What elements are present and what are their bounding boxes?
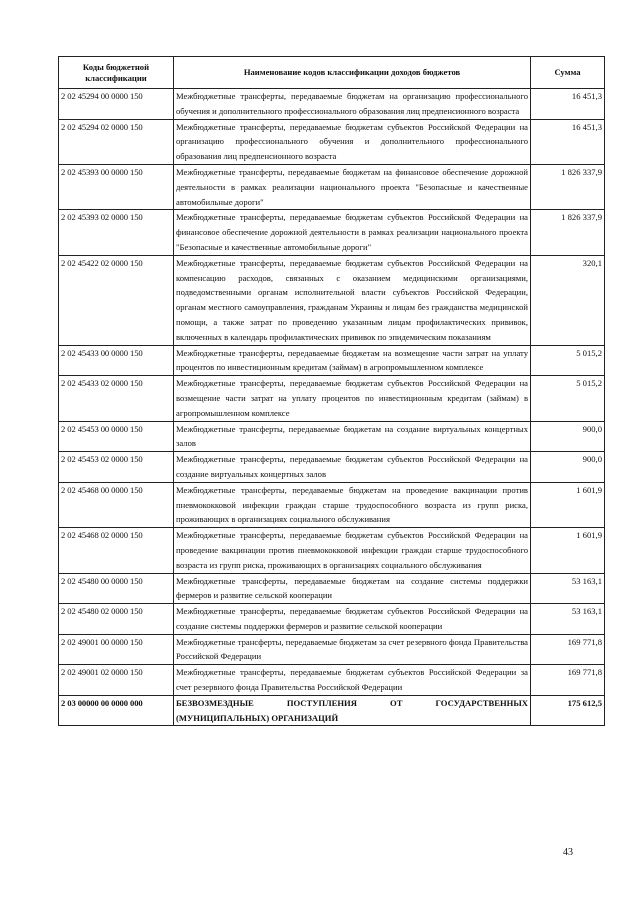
- row-name: Межбюджетные трансферты, передаваемые бюджетам на создание системы поддержки фермеров и развитие сельской кооперации: [174, 573, 531, 604]
- row-code: 2 02 45294 02 0000 150: [59, 119, 174, 164]
- row-amount: 1 601,9: [531, 528, 605, 573]
- table-row: [59, 345, 605, 376]
- table-row: [59, 452, 605, 483]
- table-row: [59, 255, 605, 345]
- row-name: Межбюджетные трансферты, передаваемые бюджетам на организацию профессионального обучения и дополнительного профессионального образования лиц предпенсионного возраста: [174, 89, 531, 120]
- row-amount: 1 601,9: [531, 482, 605, 527]
- table-row: [59, 89, 605, 120]
- row-amount: 53 163,1: [531, 604, 605, 635]
- row-amount: 16 451,3: [531, 119, 605, 164]
- table-body: [59, 89, 605, 726]
- row-amount: 53 163,1: [531, 573, 605, 604]
- row-amount: 320,1: [531, 255, 605, 345]
- table-row: [59, 119, 605, 164]
- table-row: [59, 421, 605, 452]
- row-name: Межбюджетные трансферты, передаваемые бюджетам субъектов Российской Федерации на создание виртуальных концертных залов: [174, 452, 531, 483]
- row-name: Межбюджетные трансферты, передаваемые бюджетам субъектов Российской Федерации на организацию профессионального обучения и дополнительного профессионального образования лиц предпенсионного возраста: [174, 119, 531, 164]
- row-name: Межбюджетные трансферты, передаваемые бюджетам субъектов Российской Федерации на проведение вакцинации против пневмококковой инфекции граждан старше трудоспособного возраста из групп риска, проживающих в организациях социального обслуживания: [174, 528, 531, 573]
- row-name: Межбюджетные трансферты, передаваемые бюджетам на проведение вакцинации против пневмококковой инфекции граждан старше трудоспособного возраста из групп риска, проживающих в организациях социального обслуживания: [174, 482, 531, 527]
- row-name: Межбюджетные трансферты, передаваемые бюджетам на создание виртуальных концертных залов: [174, 421, 531, 452]
- row-code: 2 02 45433 02 0000 150: [59, 376, 174, 421]
- row-name: Межбюджетные трансферты, передаваемые бюджетам на возмещение части затрат на уплату процентов по инвестиционным кредитам (займам) в агропромышленном комплексе: [174, 345, 531, 376]
- table-row: [59, 528, 605, 573]
- page-number: 43: [563, 847, 573, 858]
- table-row: [59, 604, 605, 635]
- row-code: 2 02 49001 00 0000 150: [59, 634, 174, 665]
- row-code: 2 02 49001 02 0000 150: [59, 665, 174, 696]
- table-row: [59, 695, 605, 726]
- row-code: 2 02 45393 00 0000 150: [59, 164, 174, 209]
- row-code: 2 02 45433 00 0000 150: [59, 345, 174, 376]
- budget-revenue-table: [58, 56, 605, 726]
- row-name: Межбюджетные трансферты, передаваемые бюджетам субъектов Российской Федерации за счет резервного фонда Правительства Российской Федерации: [174, 665, 531, 696]
- row-name: Межбюджетные трансферты, передаваемые бюджетам субъектов Российской Федерации на финансовое обеспечение дорожной деятельности в рамках реализации национального проекта "Безопасные и качественные автомобильные дороги": [174, 210, 531, 255]
- row-code: 2 02 45480 02 0000 150: [59, 604, 174, 635]
- table-row: [59, 573, 605, 604]
- row-amount: 5 015,2: [531, 376, 605, 421]
- header-name: Наименование кодов классификации доходов бюджетов: [174, 57, 531, 89]
- table-row: [59, 376, 605, 421]
- row-code: 2 02 45468 00 0000 150: [59, 482, 174, 527]
- row-code: 2 02 45468 02 0000 150: [59, 528, 174, 573]
- row-name: Межбюджетные трансферты, передаваемые бюджетам субъектов Российской Федерации на компенсацию расходов, связанных с оказанием медицинскими организациями, подведомственными органам исполнительной власти субъектов Российской Федерации, органам местного самоуправления, гражданам Украины и лицам без гражданства медицинской помощи, а также затрат по проведению указанным лицам профилактических прививок, включенных в календарь профилактических прививок по эпидемическим показаниям: [174, 255, 531, 345]
- row-amount: 900,0: [531, 452, 605, 483]
- header-code: Коды бюджетной классификации: [59, 57, 174, 89]
- row-code: 2 02 45480 00 0000 150: [59, 573, 174, 604]
- row-code: 2 02 45453 00 0000 150: [59, 421, 174, 452]
- row-name: Межбюджетные трансферты, передаваемые бюджетам субъектов Российской Федерации на возмещение части затрат на уплату процентов по инвестиционным кредитам (займам) в агропромышленном комплексе: [174, 376, 531, 421]
- table-row: [59, 665, 605, 696]
- table-header-row: [59, 57, 605, 89]
- table-row: [59, 164, 605, 209]
- row-name: Межбюджетные трансферты, передаваемые бюджетам субъектов Российской Федерации на создание системы поддержки фермеров и развитие сельской кооперации: [174, 604, 531, 635]
- row-amount: 175 612,5: [531, 695, 605, 726]
- row-amount: 900,0: [531, 421, 605, 452]
- row-amount: 1 826 337,9: [531, 164, 605, 209]
- row-amount: 1 826 337,9: [531, 210, 605, 255]
- row-code: 2 02 45422 02 0000 150: [59, 255, 174, 345]
- row-code: 2 02 45453 02 0000 150: [59, 452, 174, 483]
- row-amount: 16 451,3: [531, 89, 605, 120]
- table-row: [59, 482, 605, 527]
- row-code: 2 02 45393 02 0000 150: [59, 210, 174, 255]
- table-row: [59, 634, 605, 665]
- row-amount: 5 015,2: [531, 345, 605, 376]
- row-code: 2 02 45294 00 0000 150: [59, 89, 174, 120]
- table-row: [59, 210, 605, 255]
- row-name: Межбюджетные трансферты, передаваемые бюджетам за счет резервного фонда Правительства Российской Федерации: [174, 634, 531, 665]
- row-name: БЕЗВОЗМЕЗДНЫЕ ПОСТУПЛЕНИЯ ОТ ГОСУДАРСТВЕННЫХ (МУНИЦИПАЛЬНЫХ) ОРГАНИЗАЦИЙ: [174, 695, 531, 726]
- row-code: 2 03 00000 00 0000 000: [59, 695, 174, 726]
- row-amount: 169 771,8: [531, 634, 605, 665]
- row-amount: 169 771,8: [531, 665, 605, 696]
- row-name: Межбюджетные трансферты, передаваемые бюджетам на финансовое обеспечение дорожной деятельности в рамках реализации национального проекта "Безопасные и качественные автомобильные дороги": [174, 164, 531, 209]
- header-amount: Сумма: [531, 57, 605, 89]
